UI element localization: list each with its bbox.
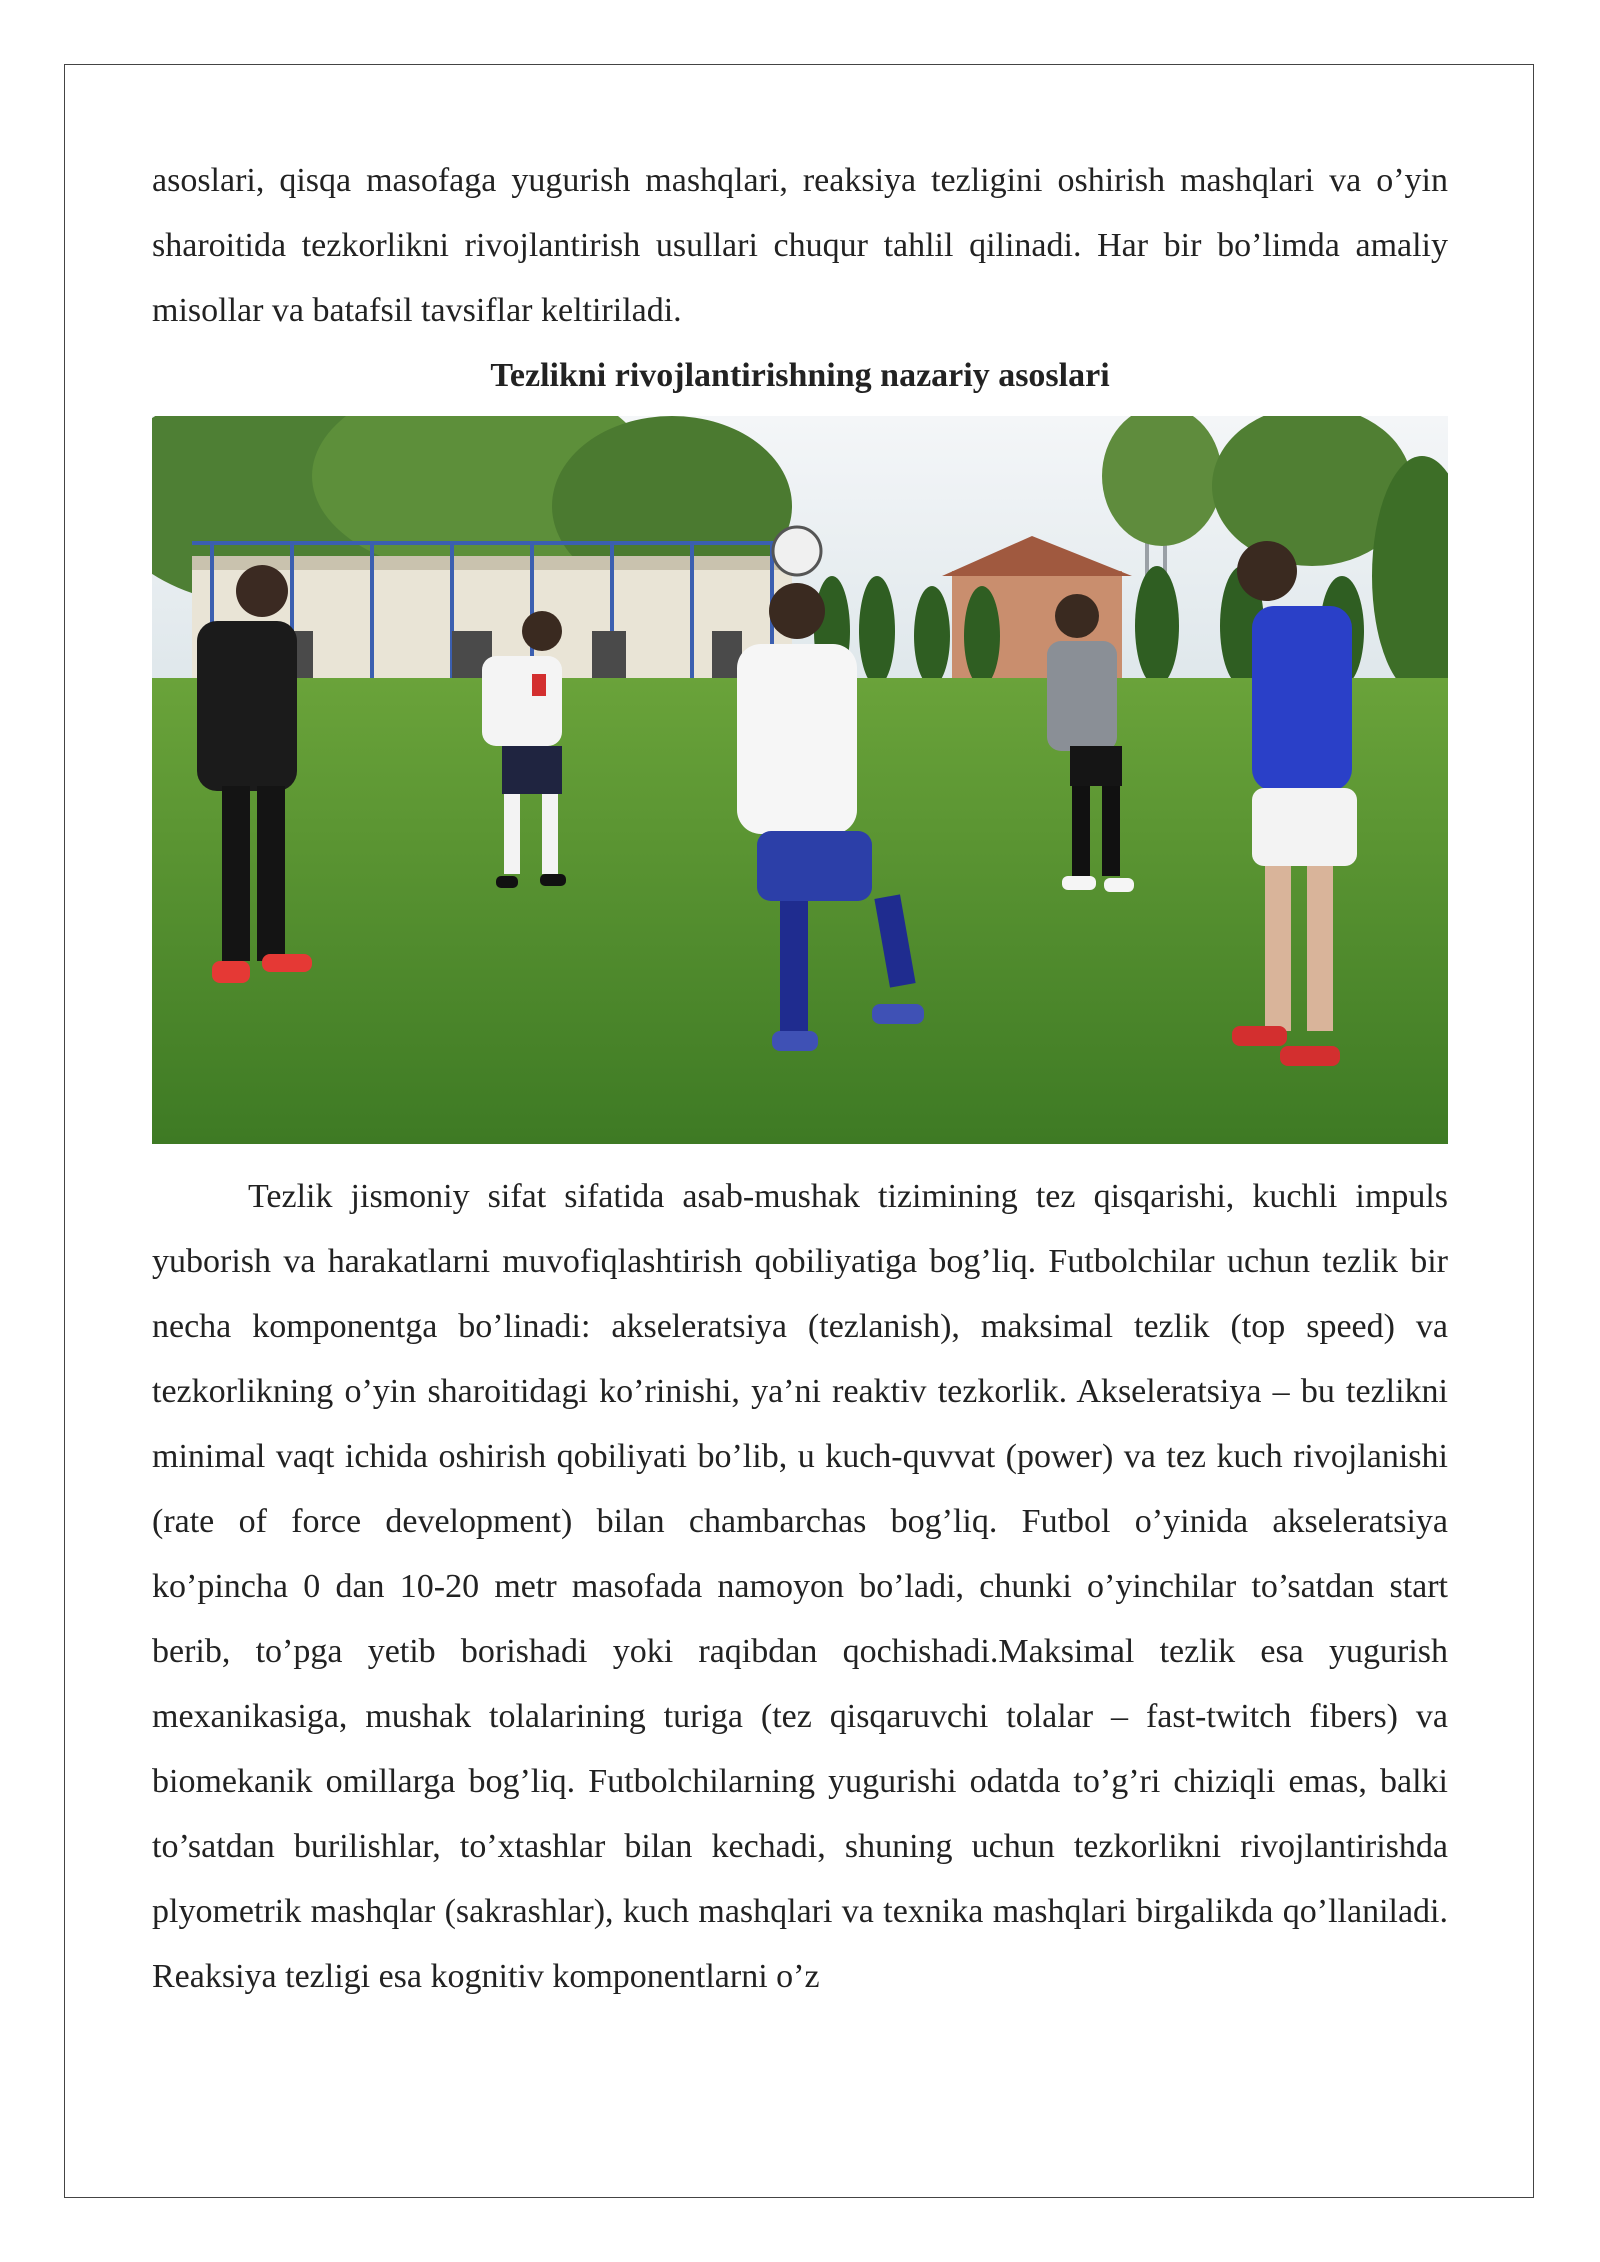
section-heading: Tezlikni rivojlantirishning nazariy asoslari <box>490 357 1110 394</box>
document-body <box>152 148 1448 2009</box>
body-paragraph: Tezlik jismoniy sifat sifatida asab-mushak tizimining tez qisqarishi, kuchli impuls yuborish va harakatlarni muvofiqlashtirish qobiliyatiga bog’liq. Futbolchilar uchun tezlik bir necha komponentga bo’linadi: akseleratsiya (tezlanish), maksimal tezlik (top speed) va tezkorlikning o’yin sharoitidagi ko’rinishi, ya’ni reaktiv tezkorlik. Akseleratsiya – bu tezlikni minimal vaqt ichida oshirish qobiliyati bo’lib, u kuch-quvvat (power) va tez kuch rivojlanishi (rate of force development) bilan chambarchas bog’liq. Futbol o’yinida akseleratsiya ko’pincha 0 dan 10-20 metr masofada namoyon bo’ladi, chunki o’yinchilar to’satdan start berib, to’pga yetib borishadi yoki raqibdan qochishadi.Maksimal tezlik esa yugurish mexanikasiga, mushak tolalarining turiga (tez qisqaruvchi tolalar – fast-twitch fibers) va biomekanik omillarga bog’liq. Futbolchilarning yugurishi odatda to’g’ri chiziqli emas, balki to’satdan burilishlar, to’xtashlar bilan kechadi, shuning uchun tezkorlikni rivojlantirishda plyometrik mashqlar (sakrashlar), kuch mashqlari va texnika mashqlari birgalikda qo’llaniladi. Reaksiya tezligi esa kognitiv komponentlarni o’z <box>152 1178 1448 1995</box>
intro-paragraph: asoslari, qisqa masofaga yugurish mashqlari, reaksiya tezligini oshirish mashqlari va o’yin sharoitida tezkorlikni rivojlantirish usullari chuqur tahlil qilinadi. Har bir bo’limda amaliy misollar va batafsil tavsiflar keltiriladi. <box>152 162 1448 329</box>
football-training-photo <box>152 416 1448 1144</box>
